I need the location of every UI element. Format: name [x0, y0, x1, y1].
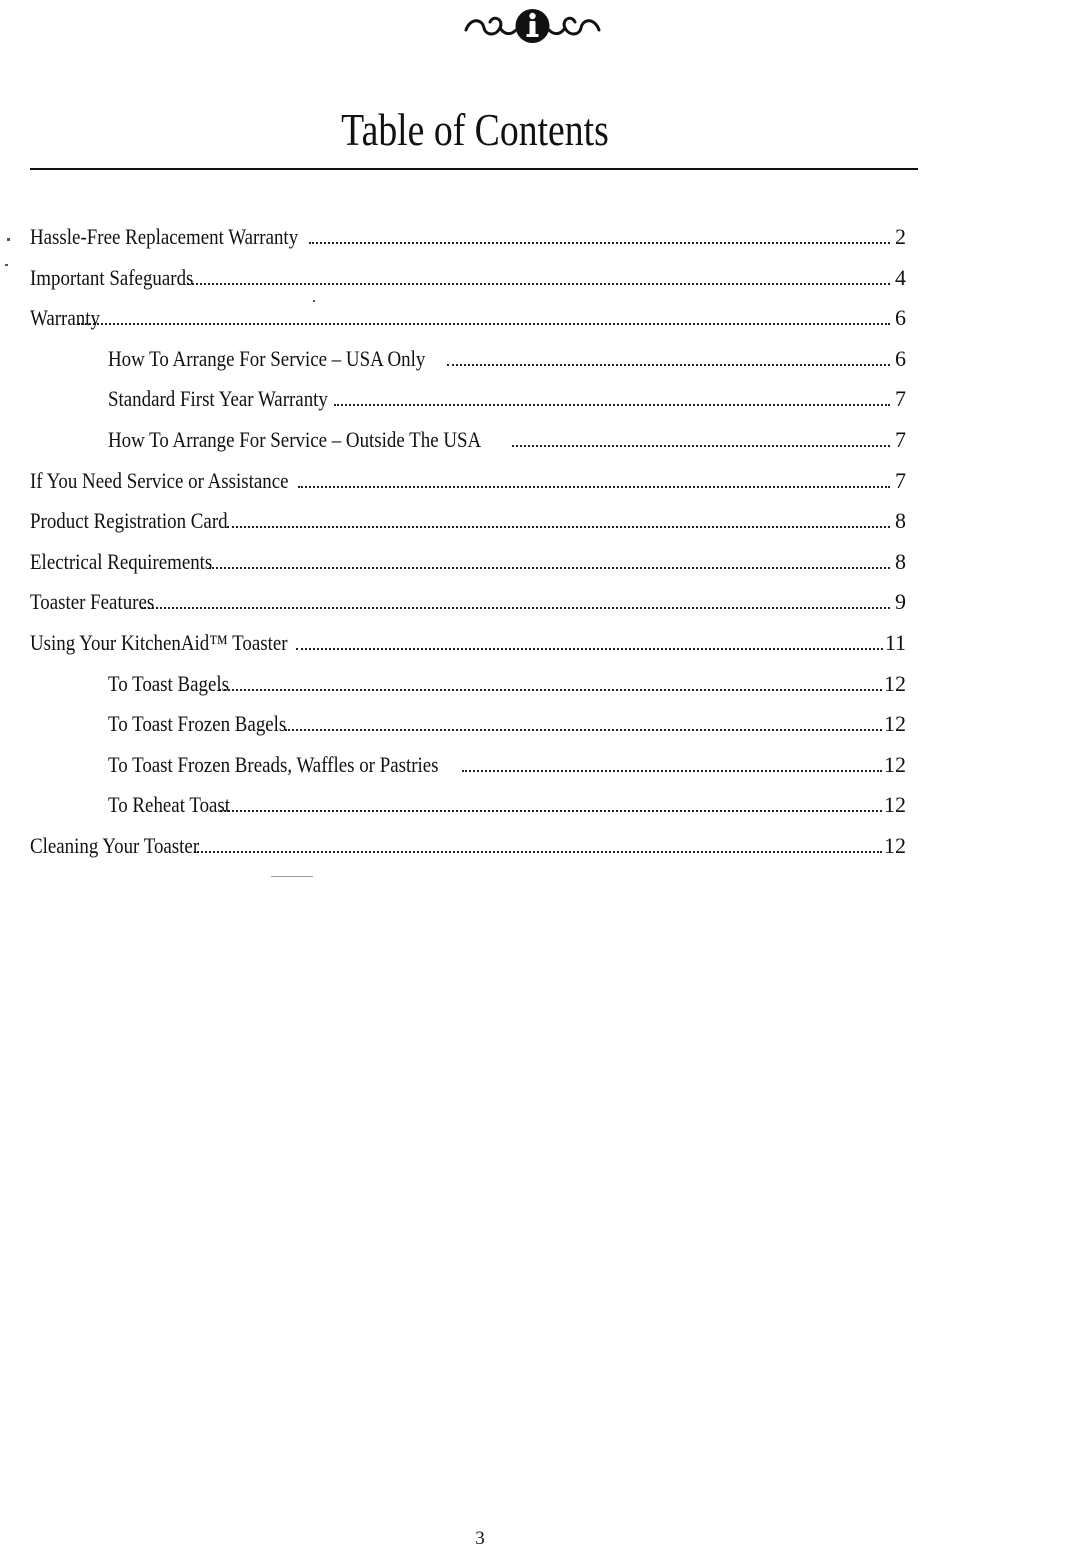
toc-entry-page: 12 [884, 751, 906, 777]
dot-leader [194, 851, 882, 853]
dot-leader [512, 445, 890, 447]
toc-entry-title: Electrical Requirements [30, 548, 213, 574]
dot-leader [78, 323, 890, 325]
toc-entry-page: 9 [895, 589, 906, 615]
toc-entry-title: How To Arrange For Service – Outside The USA [108, 426, 482, 452]
dot-leader [187, 283, 890, 285]
title-divider [30, 168, 918, 170]
toc-entry-page: 12 [884, 670, 906, 696]
toc-entry [30, 220, 906, 261]
toc-entry [30, 504, 906, 545]
toc-entry-page: 12 [884, 792, 906, 818]
toc-entry [30, 382, 906, 423]
toc-entry-page: 6 [895, 345, 906, 371]
toc-entry [30, 626, 906, 667]
toc-entry-page: 4 [895, 264, 906, 290]
dot-leader [285, 729, 882, 731]
dot-leader [220, 810, 882, 812]
toc-entry [30, 261, 906, 302]
info-ornament-icon [460, 4, 605, 48]
dot-leader [298, 486, 890, 488]
toc-entry [30, 788, 906, 829]
toc-entry [30, 301, 906, 342]
toc-entry [30, 707, 906, 748]
toc-entry-title: If You Need Service or Assistance [30, 467, 289, 493]
toc-entry [30, 545, 906, 586]
toc-entry-page: 7 [895, 467, 906, 493]
toc-entry-page: 11 [884, 629, 906, 655]
toc-entry-page: 8 [895, 548, 906, 574]
toc-entry-title: How To Arrange For Service – USA Only [108, 345, 426, 371]
dot-leader [296, 648, 882, 650]
toc-entry-page: 6 [895, 305, 906, 331]
toc-entry-title: Cleaning Your Toaster [30, 832, 200, 858]
dot-leader [447, 364, 890, 366]
toc-entry-page: 12 [884, 832, 906, 858]
toc-entry-title: Standard First Year Warranty [108, 386, 328, 412]
toc-entry-title: Hassle-Free Replacement Warranty [30, 224, 299, 249]
toc-entry-title: To Reheat Toast [108, 792, 231, 818]
toc-entry [30, 748, 906, 789]
toc-entry-page: 2 [895, 224, 906, 249]
toc-entry [30, 423, 906, 464]
toc-entry-title: To Toast Frozen Bagels [108, 711, 287, 737]
scan-speck [271, 876, 313, 877]
dot-leader [141, 607, 890, 609]
table-of-contents [30, 220, 906, 870]
toc-entry-title: Toaster Features [30, 589, 155, 615]
toc-entry-title: Using Your KitchenAid™ Toaster [30, 629, 288, 655]
toc-entry-page: 7 [895, 386, 906, 412]
toc-entry-page: 7 [895, 426, 906, 452]
dot-leader [334, 404, 890, 406]
dot-leader [462, 770, 882, 772]
toc-entry-title: Warranty [30, 305, 100, 331]
dot-leader [219, 689, 882, 691]
dot-leader [227, 526, 890, 528]
toc-entry-title: Product Registration Card [30, 508, 228, 534]
toc-entry [30, 464, 906, 505]
scan-speck [5, 264, 8, 266]
dot-leader [209, 567, 890, 569]
toc-entry-title: Important Safeguards [30, 264, 194, 290]
toc-entry [30, 342, 906, 383]
toc-entry-page: 12 [884, 711, 906, 737]
toc-entry [30, 667, 906, 708]
scan-speck [313, 300, 315, 302]
page-number: 3 [475, 1528, 485, 1549]
toc-entry [30, 585, 906, 626]
toc-entry-title: To Toast Frozen Breads, Waffles or Pastries [108, 751, 439, 777]
scan-speck [7, 238, 10, 241]
page-title: Table of Contents [341, 104, 609, 155]
toc-entry-title: To Toast Bagels [108, 670, 230, 696]
toc-entry [30, 829, 906, 870]
toc-entry-page: 8 [895, 508, 906, 534]
dot-leader [309, 242, 890, 244]
